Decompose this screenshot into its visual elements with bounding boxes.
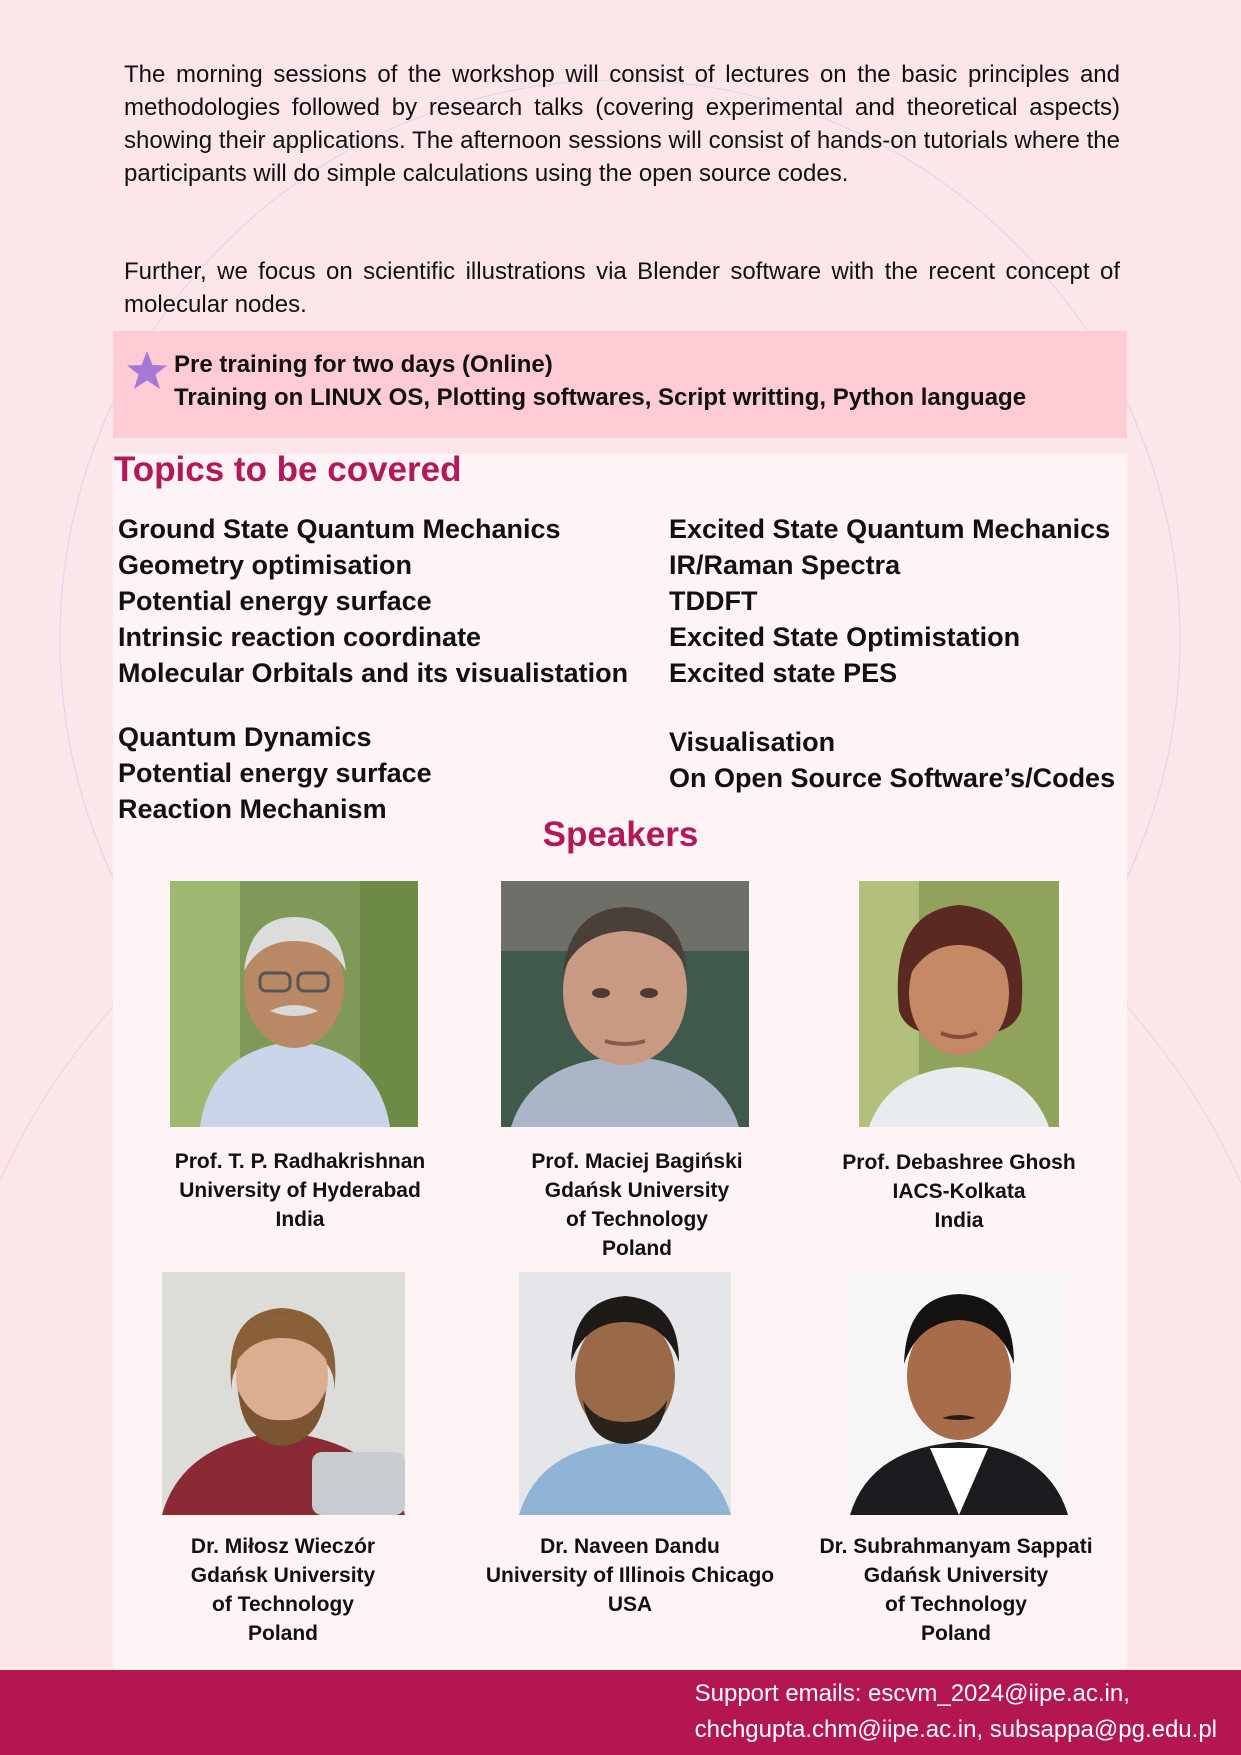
speaker-photo-radhakrishnan	[170, 881, 418, 1127]
speaker-caption-6	[800, 1532, 1112, 1648]
speaker-name: Dr. Naveen Dandu	[540, 1535, 720, 1558]
topics-right-group-2	[669, 724, 1115, 796]
speaker-affiliation-cont: of Technology	[212, 1593, 354, 1616]
footer-bar	[0, 1670, 1241, 1755]
pre-training-box	[113, 331, 1127, 438]
speaker-country: India	[934, 1209, 984, 1232]
speaker-affiliation: Gdańsk University	[544, 1179, 730, 1202]
speaker-photo-baginski	[501, 881, 749, 1127]
topics-right-group-1	[669, 511, 1110, 691]
intro-paragraph-1: The morning sessions of the workshop will consist of lectures on the basic principles and methodologies followed by research talks (covering experimental and theoretical aspects) showing their applications. The afternoon sessions will consist of hands-on tutorials where the participants will do simple calculations using the open source codes.	[124, 61, 1120, 187]
topic-item: Reaction Mechanism	[118, 794, 387, 824]
support-emails-line-2[interactable]: chchgupta.chm@iipe.ac.in, subsappa@pg.edu.pl	[694, 1716, 1217, 1743]
topic-item: Excited State Optimistation	[669, 622, 1021, 652]
topic-item: Geometry optimisation	[118, 550, 413, 580]
speaker-country: Poland	[920, 1622, 991, 1645]
speaker-caption-2	[487, 1147, 787, 1263]
topic-item: Excited State Quantum Mechanics	[669, 514, 1111, 544]
topic-item: Molecular Orbitals and its visualistation	[118, 658, 629, 688]
topic-item: Intrinsic reaction coordinate	[118, 622, 482, 652]
speaker-photo-wieczor	[162, 1272, 405, 1515]
speaker-affiliation: IACS-Kolkata	[892, 1180, 1026, 1203]
speaker-name: Prof. Maciej Bagiński	[531, 1150, 743, 1173]
topics-title: Topics to be covered	[114, 450, 462, 489]
speaker-affiliation: Gdańsk University	[863, 1564, 1049, 1587]
speaker-photo-sappati	[850, 1272, 1068, 1515]
topic-item: Potential energy surface	[118, 758, 432, 788]
speaker-photo-ghosh	[859, 881, 1059, 1127]
topic-item: Potential energy surface	[118, 586, 432, 616]
speaker-affiliation-cont: of Technology	[885, 1593, 1027, 1616]
topic-item: IR/Raman Spectra	[669, 550, 901, 580]
topic-item: On Open Source Software’s/Codes	[669, 763, 1116, 793]
speaker-affiliation: Gdańsk University	[190, 1564, 376, 1587]
star-icon	[125, 349, 169, 393]
speaker-caption-4	[133, 1532, 433, 1648]
support-emails	[695, 1676, 1217, 1748]
speaker-affiliation: University of Hyderabad	[179, 1179, 421, 1202]
topic-item: Visualisation	[669, 727, 836, 757]
speaker-country: Poland	[247, 1622, 318, 1645]
speaker-caption-5	[475, 1532, 785, 1619]
speaker-caption-1	[155, 1147, 445, 1234]
topics-left-group-2	[118, 719, 432, 827]
speaker-caption-3	[809, 1148, 1109, 1235]
speaker-country: Poland	[601, 1237, 672, 1260]
speaker-affiliation-cont: of Technology	[566, 1208, 708, 1231]
topic-item: TDDFT	[669, 586, 758, 616]
speaker-country: India	[275, 1208, 325, 1231]
speaker-photo-dandu	[519, 1272, 731, 1515]
speaker-name: Dr. Subrahmanyam Sappati	[819, 1535, 1093, 1558]
intro-paragraph-2: Further, we focus on scientific illustrations via Blender software with the recent concept of molecular nodes.	[124, 258, 1120, 318]
topic-item: Quantum Dynamics	[118, 722, 372, 752]
speakers-title: Speakers	[542, 815, 699, 854]
speaker-name: Prof. Debashree Ghosh	[842, 1151, 1076, 1174]
topics-left-group-1	[118, 511, 628, 691]
speaker-name: Prof. T. P. Radhakrishnan	[174, 1150, 426, 1173]
speaker-name: Dr. Miłosz Wieczór	[190, 1535, 376, 1558]
support-emails-line-1[interactable]: Support emails: escvm_2024@iipe.ac.in,	[694, 1680, 1130, 1707]
speaker-affiliation: University of Illinois Chicago	[485, 1564, 775, 1587]
pre-training-details: Training on LINUX OS, Plotting softwares, Script writting, Python language	[174, 384, 1027, 411]
topic-item: Ground State Quantum Mechanics	[118, 514, 561, 544]
topic-item: Excited state PES	[669, 658, 898, 688]
speaker-country: USA	[607, 1593, 653, 1616]
pre-training-title: Pre training for two days (Online)	[174, 351, 553, 378]
